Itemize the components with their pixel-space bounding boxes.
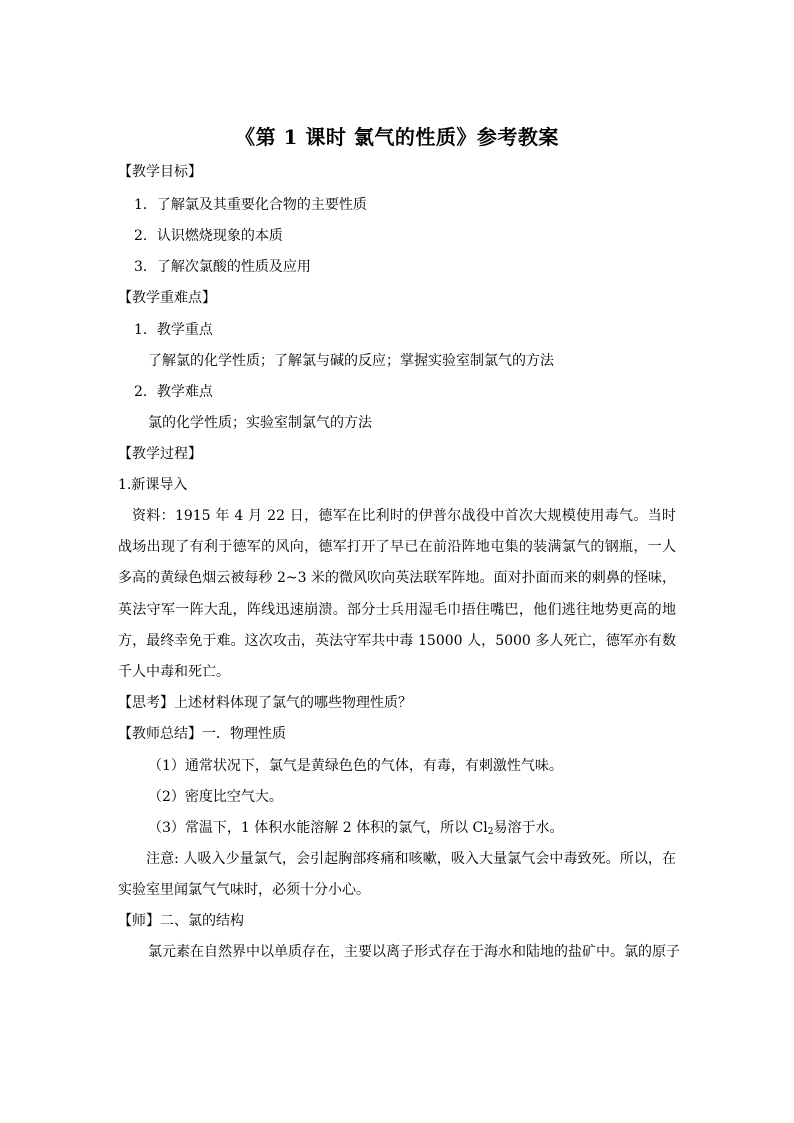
property-item: （1）通常状况下，氯气是黄绿色色的气体，有毒，有刺激性气味。 bbox=[148, 758, 563, 774]
property-item bbox=[148, 818, 563, 838]
objective-item: 1．了解氯及其重要化合物的主要性质 bbox=[134, 197, 367, 213]
teacher-line: 【师】二、氯的结构 bbox=[118, 913, 244, 929]
objectives-header: 【教学目标】 bbox=[118, 164, 202, 180]
material-paragraph: 资料：1915 年 4 月 22 日，德军在比利时的伊普尔战役中首次大规模使用毒气。当时战场出现了有利于德军的风向，德军打开了早已在前沿阵地屯集的装满氯气的钢瓶，一人多高的黄绿色烟云被每秒 2~3 米的微风吹向英法联军阵地。面对扑面而来的刺鼻的怪味，英法守军一阵大乱，阵线迅速崩溃。部分士兵用湿毛巾捂住嘴巴，他们逃往地势更高的地方，最终幸免于难。这次攻击，英法守军共中毒 15000 人，5000 多人死亡，德军亦有数千人中毒和死亡。 bbox=[118, 508, 676, 681]
teacher-summary-line: 【教师总结】一．物理性质 bbox=[118, 726, 286, 742]
document-title: 《第 1 课时 氯气的性质》参考教案 bbox=[235, 125, 559, 149]
property-3-text: （3）常温下，1 体积水能溶解 2 体积的氯气，所以 Cl bbox=[148, 820, 488, 836]
key-point-label: 1．教学重点 bbox=[134, 322, 213, 338]
process-header: 【教学过程】 bbox=[118, 446, 202, 462]
property-item: （2）密度比空气大。 bbox=[148, 789, 283, 805]
key-point-text: 了解氯的化学性质；了解氯与碱的反应；掌握实验室制氯气的方法 bbox=[148, 353, 554, 369]
note-paragraph: 注意: 人吸入少量氯气，会引起胸部疼痛和咳嗽，吸入大量氯气会中毒致死。所以，在实验室里闻氯气气味时，必须十分小心。 bbox=[118, 851, 676, 899]
intro-heading: 1.新课导入 bbox=[118, 477, 188, 493]
objective-item: 3．了解次氯酸的性质及应用 bbox=[134, 259, 311, 275]
key-points-header: 【教学重难点】 bbox=[118, 290, 216, 306]
objective-item: 2．认识燃烧现象的本质 bbox=[134, 228, 283, 244]
think-line: 【思考】上述材料体现了氯气的哪些物理性质？ bbox=[118, 695, 412, 711]
structure-paragraph: 氯元素在自然界中以单质存在，主要以离子形式存在于海水和陆地的盐矿中。氯的原子 bbox=[148, 944, 680, 960]
property-3-tail: 易溶于水。 bbox=[493, 820, 564, 836]
difficulty-text: 氯的化学性质；实验室制氯气的方法 bbox=[148, 415, 372, 431]
difficulty-label: 2．教学难点 bbox=[134, 384, 213, 400]
chlorine-subscript: 2 bbox=[487, 827, 494, 837]
